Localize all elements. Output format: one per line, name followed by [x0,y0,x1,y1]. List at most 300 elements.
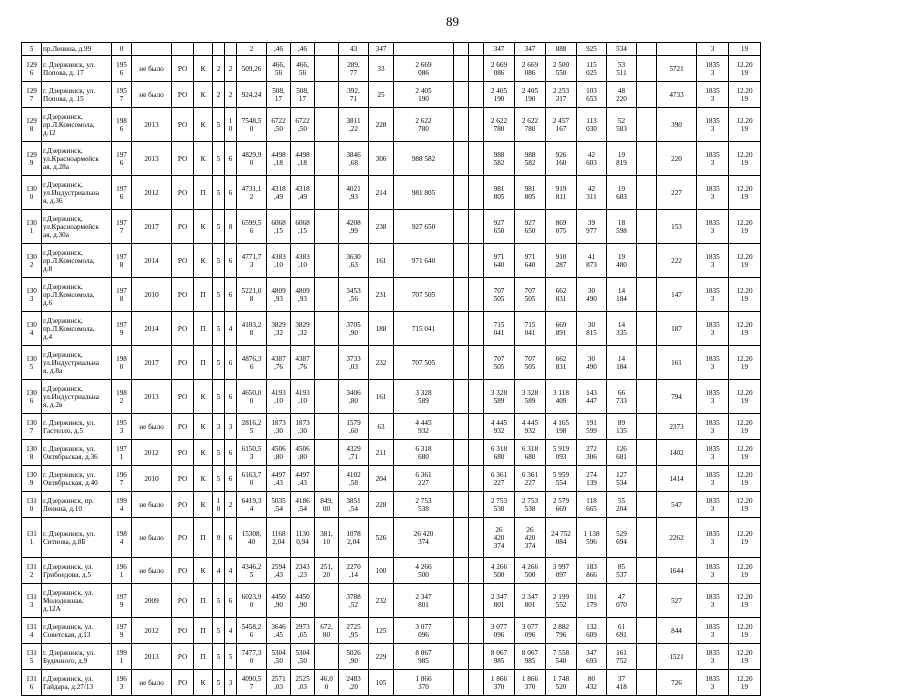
table-cell: 197 9 [112,584,132,618]
table-cell: 2 253 317 [546,82,577,108]
table-cell: РО [172,244,194,278]
table-cell: 4771,7 3 [237,244,267,278]
table-cell: 238 [369,210,394,244]
table-cell: 47 070 [607,584,637,618]
table-row [22,82,761,108]
table-cell: 19 480 [607,244,637,278]
table-cell: 227 [657,176,697,210]
table-cell [454,414,469,440]
table-cell: 6 [225,380,237,414]
table-cell: 3 [213,414,225,440]
table-cell: 0 [112,43,132,56]
table-cell: 19 [729,43,761,56]
table-cell: 726 [657,670,697,696]
table-cell: 3 077 096 [515,618,546,644]
table-cell: 12.20 19 [729,244,761,278]
table-cell: 8 067 985 [394,644,454,670]
table-cell: 988 582 [484,142,515,176]
table-cell: 347 [515,43,546,56]
table-cell [315,176,339,210]
table-cell: 1835 3 [697,176,729,210]
table-cell: 526 [369,518,394,558]
table-cell: 5035 ,54 [267,492,291,518]
table-cell: 3 077 096 [394,618,454,644]
table-cell: 4809 ,93 [291,278,315,312]
table-cell: РО [172,312,194,346]
table-cell: 1414 [657,466,697,492]
table-cell: 392, 71 [339,82,369,108]
table-cell: 113 030 [577,108,607,142]
table-cell: 6599,5 6 [237,210,267,244]
table-cell: 6 318 680 [484,440,515,466]
table-cell [315,244,339,278]
table-cell: 12.20 19 [729,176,761,210]
page-number: 89 [446,14,459,29]
table-cell: 672, 80 [315,618,339,644]
table-cell: 1 138 596 [577,518,607,558]
table-cell: 2 500 550 [546,56,577,82]
table-cell: не было [132,82,172,108]
table-cell: 6068 ,15 [267,210,291,244]
table-cell: г.Дзержинск, ул. Молодежная, д.12А [42,584,112,618]
table-cell: К [194,670,213,696]
table-cell: г.Дзержинск, пр.Л.Комсомола, д.4 [42,312,112,346]
table-cell: не было [132,414,172,440]
table-cell [454,492,469,518]
table-cell: РО [172,492,194,518]
table-cell: 197 6 [112,176,132,210]
table-cell: 198 0 [112,346,132,380]
table-cell: 228 [369,492,394,518]
table-cell [454,440,469,466]
table-cell: 2973 ,65 [291,618,315,644]
table-cell: РО [172,644,194,670]
table-cell: 197 6 [112,142,132,176]
table-cell [469,644,484,670]
table-cell: 927 650 [484,210,515,244]
table-cell: 4103,2 8 [237,312,267,346]
table-cell: 662 831 [546,346,577,380]
table-cell: РО [172,56,194,82]
table-cell [637,56,657,82]
table-cell: 101 179 [577,584,607,618]
table-cell: 6 [225,278,237,312]
table-cell: 381, 10 [315,518,339,558]
table-cell: 6 [225,142,237,176]
table-cell: 26 420 374 [484,518,515,558]
table-cell: 147 [657,278,697,312]
table-cell: 1 866 370 [515,670,546,696]
table-cell: 2 [225,82,237,108]
table-cell [213,43,225,56]
table-cell: 1078 2,04 [339,518,369,558]
table-cell [454,312,469,346]
table-cell [454,558,469,584]
table-cell [637,43,657,56]
table-cell: 130 9 [22,466,42,492]
table-cell [132,43,172,56]
table-cell: 6 361 227 [394,466,454,492]
table-cell: 1644 [657,558,697,584]
table-cell: 3829 ,32 [291,312,315,346]
table-cell: 229 [369,644,394,670]
table-cell: 18 598 [607,210,637,244]
table-cell [637,380,657,414]
table-cell: 849, 00 [315,492,339,518]
table-cell: 2009 [132,584,172,618]
table-cell: 4450 ,90 [267,584,291,618]
table-cell: не было [132,492,172,518]
table-cell: 6 361 227 [484,466,515,492]
table-cell: РО [172,466,194,492]
table-cell: РО [172,584,194,618]
table-cell: 6 [225,466,237,492]
table-cell: 161 [657,346,697,380]
table-cell: 4 266 500 [515,558,546,584]
table-cell: 53 511 [607,56,637,82]
table-cell: 3811 ,22 [339,108,369,142]
table-cell [394,43,454,56]
table-cell: 5 [213,210,225,244]
table-cell [637,142,657,176]
table-cell: 199 4 [112,492,132,518]
table-cell: 125 [369,618,394,644]
table-cell: 89 135 [607,414,637,440]
table-cell: г.Дзержинск, пр. Ленина, д.10 [42,492,112,518]
table-cell: 5 [213,108,225,142]
table-cell: 927 650 [515,210,546,244]
table-cell: 12.20 19 [729,584,761,618]
table-cell: РО [172,278,194,312]
table-cell: 19 683 [607,176,637,210]
table-cell: 188 [369,312,394,346]
table-cell: 15308, 40 [237,518,267,558]
table-cell: 19 819 [607,142,637,176]
table-cell [469,670,484,696]
table-cell: 4450 ,90 [291,584,315,618]
table-cell: 4 266 500 [484,558,515,584]
table-cell: 2 [225,56,237,82]
table-cell: 6722 ,50 [267,108,291,142]
table-cell: К [194,56,213,82]
table-cell: 1835 3 [697,82,729,108]
table-cell: 715 041 [394,312,454,346]
table-cell: 1402 [657,440,697,466]
table-cell [225,43,237,56]
table-cell: г. Дзержинск, ул. Ситнова, д.8Б [42,518,112,558]
table-cell: РО [172,414,194,440]
table-cell: 8 [225,210,237,244]
table-cell: 30 490 [577,346,607,380]
table-cell: 12.20 19 [729,82,761,108]
table-cell: 4731,1 2 [237,176,267,210]
table-cell: 306 [369,142,394,176]
table-cell [469,440,484,466]
table-cell: 198 4 [112,518,132,558]
table-cell: 39 977 [577,210,607,244]
table-row [22,312,761,346]
table-cell: 707 505 [484,278,515,312]
table-cell: 547 [657,492,697,518]
table-cell: 5 [213,440,225,466]
table-cell: 508, 17 [267,82,291,108]
table-cell: 4498 ,18 [291,142,315,176]
table-cell: 6 318 680 [394,440,454,466]
table-cell: 129 8 [22,108,42,142]
table-cell: 6 [225,176,237,210]
table-cell: 232 [369,584,394,618]
table-cell: 2010 [132,466,172,492]
table-cell: 2 [213,82,225,108]
table-cell: 4 [225,312,237,346]
table-cell: 66 733 [607,380,637,414]
table-cell: 1130 0,94 [291,518,315,558]
table-cell: не было [132,558,172,584]
table-cell: 2 405 190 [484,82,515,108]
table-cell [469,82,484,108]
table-cell: 12.20 19 [729,346,761,380]
table-cell [194,43,213,56]
table-cell: 131 3 [22,584,42,618]
table-cell: РО [172,380,194,414]
table-cell: 527 [657,584,697,618]
table-cell: 5 [213,380,225,414]
table-cell: 14 335 [607,312,637,346]
table-cell: 7477,3 0 [237,644,267,670]
table-cell: 2373 [657,414,697,440]
table-cell: 2013 [132,142,172,176]
table-cell: 5458,2 6 [237,618,267,644]
table-row [22,210,761,244]
table-cell: 3733 ,03 [339,346,369,380]
table-cell: 919 811 [546,176,577,210]
table-cell: 2014 [132,244,172,278]
table-cell: г.Дзержинск, пр.Л.Комсомола, д.8 [42,244,112,278]
table-cell: 48 220 [607,82,637,108]
table-cell: 6722 ,50 [291,108,315,142]
table-cell: 669 891 [546,312,577,346]
table-cell [469,142,484,176]
table-cell [315,466,339,492]
table-cell: 26 420 374 [394,518,454,558]
table-cell: 46,0 0 [315,670,339,696]
table-cell [469,278,484,312]
table-cell: 2 199 552 [546,584,577,618]
table-cell: 5304 ,50 [291,644,315,670]
table-cell: 1835 3 [697,414,729,440]
table-cell: 3846 ,68 [339,142,369,176]
table-cell: 196 1 [112,558,132,584]
table-cell: 115 025 [577,56,607,82]
table-cell: 220 [657,142,697,176]
table-cell: г.Дзержинск, ул.Красноармейск ая, д.30а [42,210,112,244]
table-cell: 988 582 [394,142,454,176]
table-cell: 3646 ,45 [267,618,291,644]
table-cell: 6 [225,440,237,466]
table-cell: 191 599 [577,414,607,440]
table-cell [637,466,657,492]
table-cell: 1835 3 [697,346,729,380]
table-cell: 131 4 [22,618,42,644]
table-cell: 12.20 19 [729,312,761,346]
table-cell [637,518,657,558]
table-cell: 12.20 19 [729,380,761,414]
table-cell [469,108,484,142]
table-cell: 52 583 [607,108,637,142]
table-cell: г. Дзержинск, ул. Октябрьская, д.36 [42,440,112,466]
table-cell: 2594 ,43 [267,558,291,584]
table-cell: 153 [657,210,697,244]
table-cell: 2017 [132,210,172,244]
table-cell: 195 7 [112,82,132,108]
housing-register-table [21,42,761,696]
table-cell: 12.20 19 [729,618,761,644]
table-cell [454,278,469,312]
table-cell [637,492,657,518]
table-cell: 5 [213,584,225,618]
table-cell: 971 640 [484,244,515,278]
table-cell: 2013 [132,380,172,414]
table-cell: 187 [657,312,697,346]
table-cell: г. Дзержинск, ул. Гастелло, д.5 [42,414,112,440]
table-cell: 4506 ,80 [267,440,291,466]
table-cell: 272 306 [577,440,607,466]
table-cell: 2 669 086 [394,56,454,82]
table-cell [315,312,339,346]
table-cell: РО [172,176,194,210]
table-row [22,644,761,670]
table-cell: 196 7 [112,466,132,492]
table-cell: 5 [213,346,225,380]
table-cell: 198 2 [112,380,132,414]
table-cell [454,466,469,492]
table-cell: 130 2 [22,244,42,278]
table-cell: 5 [225,644,237,670]
table-cell [315,142,339,176]
table-cell: 3453 ,56 [339,278,369,312]
table-cell [469,518,484,558]
table-cell: 195 3 [112,414,132,440]
table-cell: 231 [369,278,394,312]
table-cell [637,558,657,584]
table-cell: 2012 [132,440,172,466]
table-cell: 4021 ,93 [339,176,369,210]
table-cell: 274 139 [577,466,607,492]
table-row [22,346,761,380]
table-cell [469,312,484,346]
table-row [22,278,761,312]
table-cell: 5304 ,50 [267,644,291,670]
table-cell: 80 432 [577,670,607,696]
table-cell: К [194,82,213,108]
table-cell: 1 0 [213,492,225,518]
table-cell: 971 640 [515,244,546,278]
table-cell: 715 041 [484,312,515,346]
table-cell: 2571 ,03 [267,670,291,696]
table-cell: 2 669 086 [484,56,515,82]
table-cell: РО [172,142,194,176]
table-cell [315,346,339,380]
table-cell: 347 [369,43,394,56]
table-cell: 131 2 [22,558,42,584]
table-cell [469,466,484,492]
table-cell: 12.20 19 [729,108,761,142]
table-cell: 4387 ,76 [267,346,291,380]
table-cell: 2 347 801 [515,584,546,618]
table-cell: 211 [369,440,394,466]
table-cell: 197 9 [112,312,132,346]
table-row [22,56,761,82]
table-cell: 1835 3 [697,278,729,312]
table-cell: 2343 ,23 [291,558,315,584]
table-cell: 4318 ,49 [267,176,291,210]
table-cell: 2725 ,95 [339,618,369,644]
table-cell: 1835 3 [697,558,729,584]
table-cell: 3 [225,414,237,440]
table-cell: 5 [213,312,225,346]
table-cell: 707 505 [484,346,515,380]
table-cell: 4387 ,76 [291,346,315,380]
table-cell: 289, 77 [339,56,369,82]
table-cell: 1 0 [225,108,237,142]
table-cell: 1521 [657,644,697,670]
table-cell: 43 [339,43,369,56]
table-cell: 347 693 [577,644,607,670]
table-row [22,492,761,518]
table-cell: 5 [213,618,225,644]
table-cell: г.Дзержинск, ул.Красноармейск ая, д.28а [42,142,112,176]
table-cell: 118 665 [577,492,607,518]
table-cell: 347 [484,43,515,56]
table-cell: РО [172,558,194,584]
table-cell: 3 328 589 [515,380,546,414]
table-row [22,518,761,558]
table-cell: 844 [657,618,697,644]
table-cell: г.Дзержинск, ул.Индустриальна я, д.36 [42,176,112,210]
table-cell: 130 1 [22,210,42,244]
table-cell: 197 9 [112,618,132,644]
table-cell: 55 204 [607,492,637,518]
table-cell [637,440,657,466]
table-cell: 2013 [132,108,172,142]
table-cell [637,670,657,696]
table-cell [637,346,657,380]
table-cell: РО [172,670,194,696]
table-cell: 2 [237,43,267,56]
table-cell: 130 3 [22,278,42,312]
table-cell: г. Дзержинск, ул. Буденного, д.9 [42,644,112,670]
table-cell: 2262 [657,518,697,558]
table-cell: 4208 ,99 [339,210,369,244]
table-cell: 130 8 [22,440,42,466]
table-cell: 2525 ,03 [291,670,315,696]
table-cell: 1 748 520 [546,670,577,696]
table-cell: 6150,5 3 [237,440,267,466]
table-cell: 4498 ,18 [267,142,291,176]
table-cell: 4346,2 5 [237,558,267,584]
table-cell: 4733 [657,82,697,108]
table-cell: 12.20 19 [729,440,761,466]
table-cell: 2 753 538 [394,492,454,518]
table-cell: г.Дзержинск, ул. Грибоедова, д.5 [42,558,112,584]
table-cell: К [194,108,213,142]
table-cell: 1168 2,04 [267,518,291,558]
table-cell: 161 [369,244,394,278]
table-cell: 2017 [132,346,172,380]
table-cell: 509,26 [237,56,267,82]
table-cell: 228 [369,108,394,142]
table-cell: 508, 17 [291,82,315,108]
